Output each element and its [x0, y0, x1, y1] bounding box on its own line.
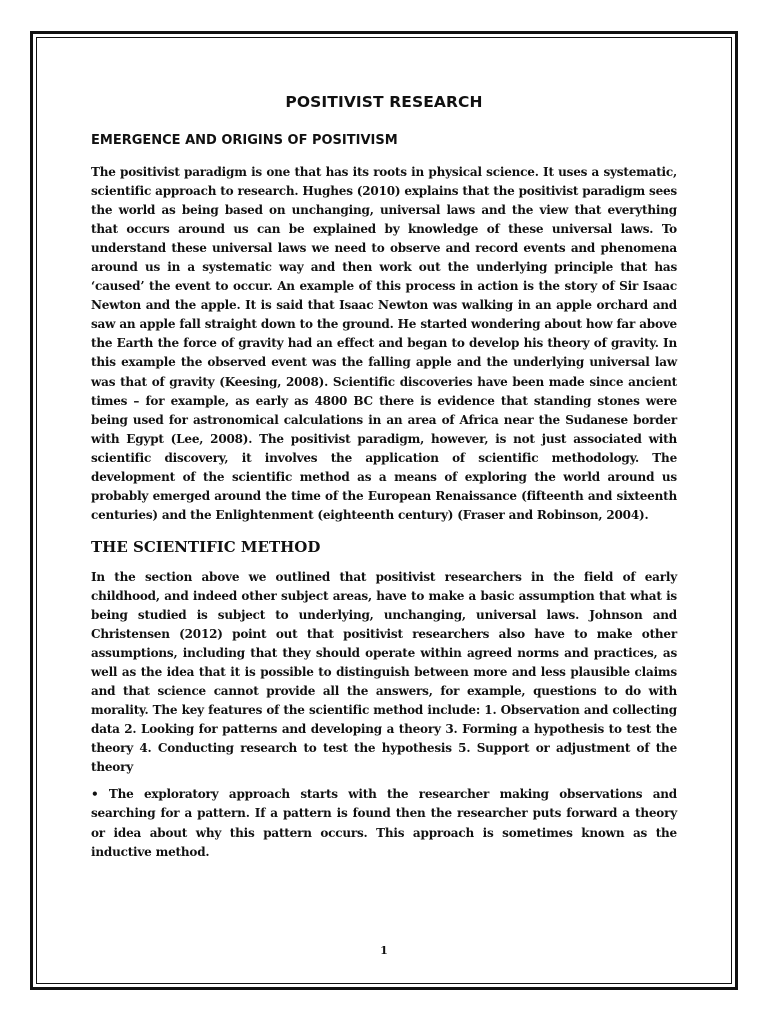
paragraph-emergence: The positivist paradigm is one that has its roots in physical science. It uses a systematic, scientific approach to research. Hughes (2010) explains that the positivist paradigm sees the world as being based on unchanging, universal laws and the view that everything that occurs around us can be explained by knowledge of these universal laws. To understand these universal laws we need to observe and record events and phenomena around us in a systematic way and then work out the underlying principle that has ‘caused’ the event to occur. An example of this process in action is the story of Sir Isaac Newton and the apple. It is said that Isaac Newton was walking in an apple orchard and saw an apple fall straight down to the ground. He started wondering about how far above the Earth the force of gravity had an effect and began to develop his theory of gravity. In this example the observed event was the falling apple and the underlying universal law was that of gravity (Keesing, 2008). Scientific discoveries have been made since ancient times – for example, as early as 4800 BC there is evidence that standing stones were being used for astronomical calculations in an area of Africa near the Sudanese border with Egypt (Lee, 2008). The positivist paradigm, however, is not just associated with scientific discovery, it involves the application of scientific methodology. The development of the scientific method as a means of exploring the world around us probably emerged around the time of the European Renaissance (fifteenth and sixteenth centuries) and the Enlightenment (eighteenth century) (Fraser and Robinson, 2004).: [91, 165, 677, 522]
bullet-paragraph-exploratory: • The exploratory approach starts with the researcher making observations and searching for a pattern. If a pattern is found then the researcher puts forward a theory or idea about why this pattern occurs. This approach is sometimes known as the inductive method.: [91, 787, 677, 859]
section-heading-emergence: EMERGENCE AND ORIGINS OF POSITIVISM: [91, 133, 398, 148]
section-heading-scientific-method: THE SCIENTIFIC METHOD: [91, 537, 321, 556]
page-content: [91, 93, 677, 862]
document-title: POSITIVIST RESEARCH: [285, 93, 483, 111]
page-number: 1: [380, 944, 388, 957]
paragraph-scientific-method: In the section above we outlined that positivist researchers in the field of early childhood, and indeed other subject areas, have to make a basic assumption that what is being studied is subject to underlying, unchanging, universal laws. Johnson and Christensen (2012) point out that positivist researchers also have to make other assumptions, including that they should operate within agreed norms and practices, as well as the idea that it is possible to distinguish between more and less plausible claims and that science cannot provide all the answers, for example, questions to do with morality. The key features of the scientific method include: 1. Observation and collecting data 2. Looking for patterns and developing a theory 3. Forming a hypothesis to test the theory 4. Conducting research to test the hypothesis 5. Support or adjustment of the theory: [91, 569, 677, 775]
